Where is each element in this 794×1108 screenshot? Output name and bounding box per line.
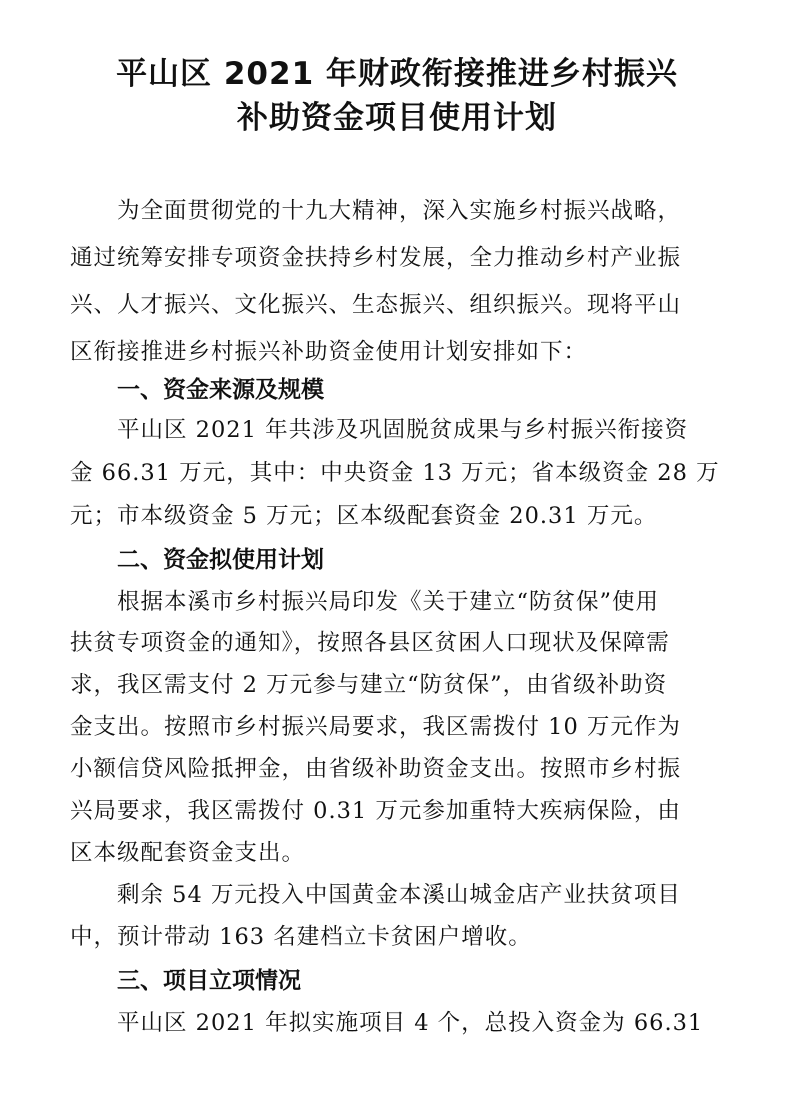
section1-line: 平山区 2021 年共涉及巩固脱贫成果与乡村振兴衔接资 (117, 417, 689, 443)
section2-line: 金支出。按照市乡村振兴局要求，我区需拨付 10 万元作为 (70, 714, 681, 740)
remaining-funds-line: 中，预计带动 163 名建档立卡贫困户增收。 (70, 924, 532, 950)
section2-line: 区本级配套资金支出。 (70, 840, 306, 866)
section2-line: 扶贫专项资金的通知》，按照各县区贫困人口现状及保障需 (70, 630, 670, 656)
section2-line: 小额信贷风险抵押金，由省级补助资金支出。按照市乡村振 (70, 756, 682, 782)
section3-line: 平山区 2021 年拟实施项目 4 个，总投入资金为 66.31 (117, 1010, 704, 1036)
intro-line: 兴、人才振兴、文化振兴、生态振兴、组织振兴。现将平山 (70, 292, 682, 318)
document-title-line-1: 平山区 2021 年财政衔接推进乡村振兴 (116, 56, 678, 92)
section-heading-funding-source: 一、资金来源及规模 (117, 377, 324, 403)
section1-line: 金 66.31 万元，其中：中央资金 13 万元；省本级资金 28 万 (70, 460, 720, 486)
section1-line: 元；市本级资金 5 万元；区本级配套资金 20.31 万元。 (70, 503, 658, 529)
intro-line: 区衔接推进乡村振兴补助资金使用计划安排如下： (70, 339, 588, 365)
section-heading-usage-plan: 二、资金拟使用计划 (117, 547, 324, 573)
section2-line: 兴局要求，我区需拨付 0.31 万元参加重特大疾病保险，由 (70, 798, 681, 824)
intro-line: 通过统筹安排专项资金扶持乡村发展，全力推动乡村产业振 (70, 245, 682, 271)
section2-line: 根据本溪市乡村振兴局印发《关于建立“防贫保”使用 (117, 589, 660, 615)
document-title-line-2: 补助资金项目使用计划 (237, 100, 557, 136)
section-heading-project-approval: 三、项目立项情况 (117, 968, 301, 994)
remaining-funds-line: 剩余 54 万元投入中国黄金本溪山城金店产业扶贫项目 (117, 882, 681, 908)
section2-line: 求，我区需支付 2 万元参与建立“防贫保”，由省级补助资 (70, 672, 668, 698)
intro-line: 为全面贯彻党的十九大精神，深入实施乡村振兴战略， (117, 198, 682, 224)
